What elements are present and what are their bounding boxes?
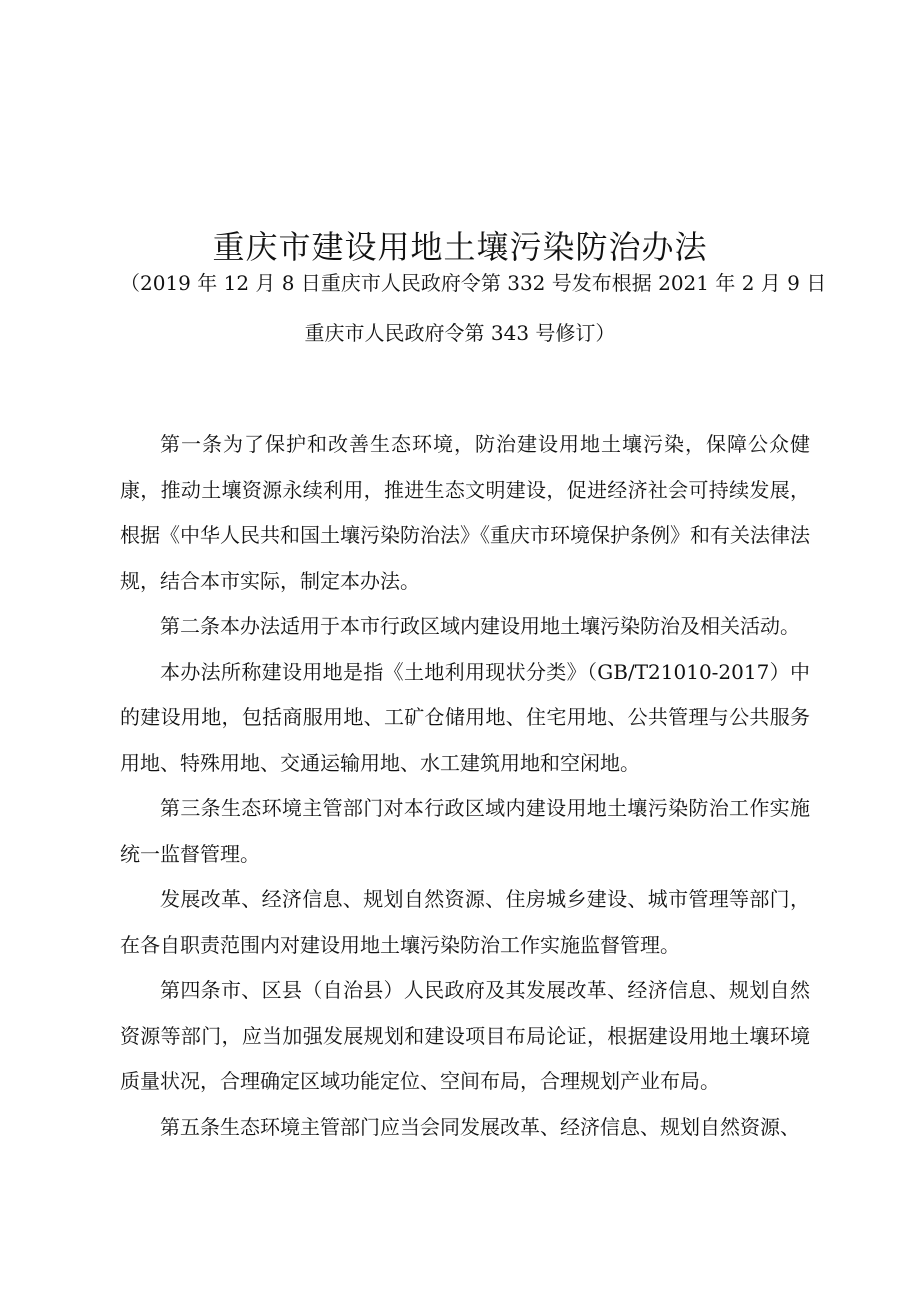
paragraph-article-3-departments: 发展改革、经济信息、规划自然资源、住房城乡建设、城市管理等部门，在各自职责范围内对建设用地土壤污染防治工作实施监督管理。	[120, 887, 810, 957]
paragraph-article-1: 第一条为了保护和改善生态环境，防治建设用地土壤污染，保障公众健康，推动土壤资源永续利用，推进生态文明建设，促进经济社会可持续发展，根据《中华人民共和国土壤污染防治法》《重庆市环境保护条例》和有关法律法规，结合本市实际，制定本办法。	[120, 432, 810, 593]
document-title: 重庆市建设用地土壤污染防治办法	[212, 228, 708, 267]
paragraph-article-4: 第四条市、区县（自治县）人民政府及其发展改革、经济信息、规划自然资源等部门，应当加强发展规划和建设项目布局论证，根据建设用地土壤环境质量状况，合理确定区域功能定位、空间布局，合理规划产业布局。	[120, 978, 810, 1093]
document-subtitle	[120, 258, 827, 358]
subtitle-line-2: 重庆市人民政府令第 343 号修订）	[304, 321, 616, 345]
paragraph-article-3: 第三条生态环境主管部门对本行政区域内建设用地土壤污染防治工作实施统一监督管理。	[120, 796, 810, 866]
paragraph-article-5: 第五条生态环境主管部门应当会同发展改革、经济信息、规划自然资源、	[160, 1114, 800, 1139]
document-body	[120, 422, 810, 1150]
paragraph-article-2-definition: 本办法所称建设用地是指《土地利用现状分类》（GB/T21010-2017）中的建设用地，包括商服用地、工矿仓储用地、住宅用地、公共管理与公共服务用地、特殊用地、交通运输用地、水工建筑用地和空闲地。	[120, 659, 810, 775]
paragraph-article-2: 第二条本办法适用于本市行政区域内建设用地土壤污染防治及相关活动。	[160, 614, 800, 638]
subtitle-line-1: （2019 年 12 月 8 日重庆市人民政府令第 332 号发布根据 2021 年 2 月 9 日	[120, 271, 827, 295]
